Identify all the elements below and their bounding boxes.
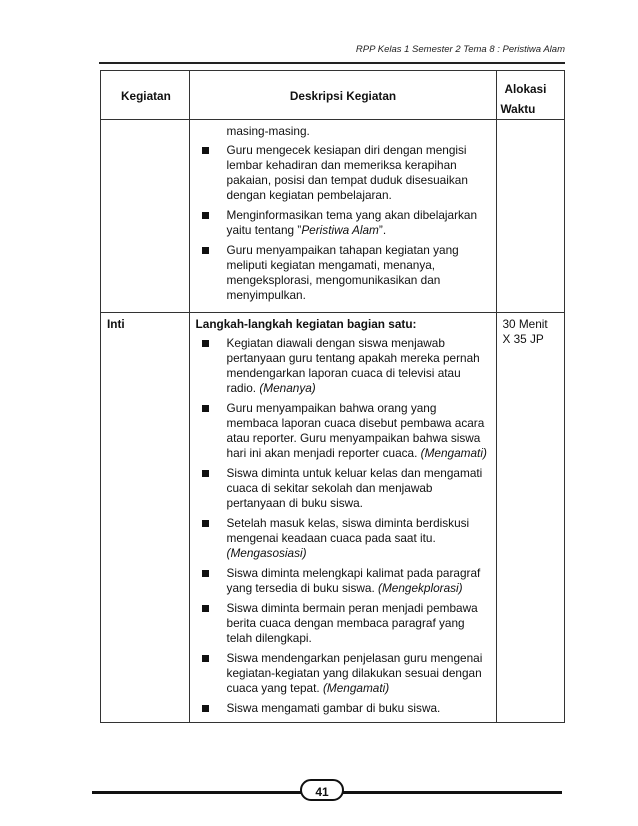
- activity-tag: (Mengamati): [420, 446, 487, 460]
- list-item: [196, 566, 491, 596]
- header-alokasi-line2: Waktu: [500, 102, 536, 116]
- list-item-text: Kegiatan diawali dengan siswa menjawab pertanyaan guru tentang apakah mereka pernah mendengarkan laporan cuaca di televisi atau radio.: [226, 336, 480, 395]
- square-bullet-icon: [202, 655, 209, 662]
- header-deskripsi: Deskripsi Kegiatan: [189, 71, 497, 120]
- running-header: RPP Kelas 1 Semester 2 Tema 8 : Peristiwa Alam: [355, 44, 565, 55]
- square-bullet-icon: [202, 340, 209, 347]
- list-item-text: Siswa diminta untuk keluar kelas dan mengamati cuaca di sekitar sekolah dan menjawab pertanyaan di buku siswa.: [226, 466, 483, 510]
- square-bullet-icon: [202, 247, 209, 254]
- square-bullet-icon: [202, 212, 209, 219]
- activity-tag: (Mengamati): [322, 681, 390, 695]
- time-line1: 30 Menit: [502, 317, 548, 331]
- list-item: [196, 601, 491, 646]
- inti-bullet-list: [196, 336, 491, 716]
- list-item-tail: ”.: [378, 223, 387, 237]
- list-item-text: Siswa mendengarkan penjelasan guru mengenai kegiatan-kegiatan yang dilakukan sesuai dengan cuaca yang tepat.: [226, 651, 483, 695]
- list-item-text: Guru mengecek kesiapan diri dengan mengisi lembar kehadiran dan memeriksa kerapihan pakaian, posisi dan tempat duduk disesuaikan dengan kegiatan pembelajaran.: [226, 143, 468, 202]
- activity-tag: (Mengasosiasi): [226, 546, 307, 560]
- list-item-text: Menginformasikan tema yang akan dibelajarkan yaitu tentang ”: [226, 208, 478, 237]
- list-item-text: Guru menyampaikan tahapan kegiatan yang meliputi kegiatan mengamati, menanya, mengeksplorasi, mengomunikasikan dan menyimpulkan.: [226, 243, 459, 302]
- header-alokasi-line1: Alokasi: [504, 82, 547, 96]
- table-row-inti: [101, 313, 565, 723]
- kegiatan-label: Inti: [107, 317, 125, 331]
- activity-tag: (Menanya): [259, 381, 316, 395]
- header-divider: [99, 62, 565, 64]
- list-item: [196, 401, 491, 461]
- list-item: [196, 336, 491, 396]
- square-bullet-icon: [202, 147, 209, 154]
- cell-kegiatan-inti: [101, 313, 190, 723]
- page-footer: [92, 786, 562, 798]
- lesson-activity-table: [100, 70, 565, 723]
- square-bullet-icon: [202, 470, 209, 477]
- list-item: [196, 143, 491, 203]
- activity-tag: (Mengekplorasi): [378, 581, 463, 595]
- list-item-text: Setelah masuk kelas, siswa diminta berdiskusi mengenai keadaan cuaca pada saat itu.: [226, 516, 470, 545]
- pendahuluan-bullet-list: [196, 143, 491, 303]
- list-item-text: Guru menyampaikan bahwa orang yang membaca laporan cuaca disebut pembawa acara atau reporter. Guru menyampaikan bahwa siswa hari ini akan menjadi reporter cuaca.: [226, 401, 485, 460]
- list-item-text: Siswa mengamati gambar di buku siswa.: [226, 701, 441, 715]
- time-allocation: [497, 313, 564, 351]
- list-item: [196, 208, 491, 238]
- list-item-text: Siswa diminta melengkapi kalimat pada paragraf yang tersedia di buku siswa.: [226, 566, 481, 595]
- header-kegiatan: Kegiatan: [101, 71, 190, 120]
- list-item: [196, 243, 491, 303]
- list-item: [196, 466, 491, 511]
- cell-deskripsi-inti: [189, 313, 497, 723]
- page-number: 41: [300, 779, 344, 801]
- table-header-row: [101, 71, 565, 120]
- time-line2: X 35 JP: [502, 332, 544, 346]
- square-bullet-icon: [202, 570, 209, 577]
- square-bullet-icon: [202, 405, 209, 412]
- cell-kegiatan-empty: [101, 120, 190, 313]
- list-item: [196, 516, 491, 561]
- square-bullet-icon: [202, 705, 209, 712]
- square-bullet-icon: [202, 605, 209, 612]
- cell-alokasi-inti: [497, 313, 565, 723]
- square-bullet-icon: [202, 520, 209, 527]
- list-item: [196, 651, 491, 696]
- list-item: [196, 701, 491, 716]
- header-alokasi: [497, 71, 565, 120]
- list-item-italic: Peristiwa Alam: [301, 223, 379, 237]
- table-row-pendahuluan: [101, 120, 565, 313]
- step-title: Langkah-langkah kegiatan bagian satu:: [195, 317, 417, 331]
- cell-deskripsi-pendahuluan: [189, 120, 497, 313]
- cell-alokasi-empty: [497, 120, 565, 313]
- list-item-text: Siswa diminta bermain peran menjadi pembawa berita cuaca dengan membaca paragraf yang telah dilengkapi.: [226, 601, 478, 645]
- continuation-text: masing-masing.: [226, 124, 310, 138]
